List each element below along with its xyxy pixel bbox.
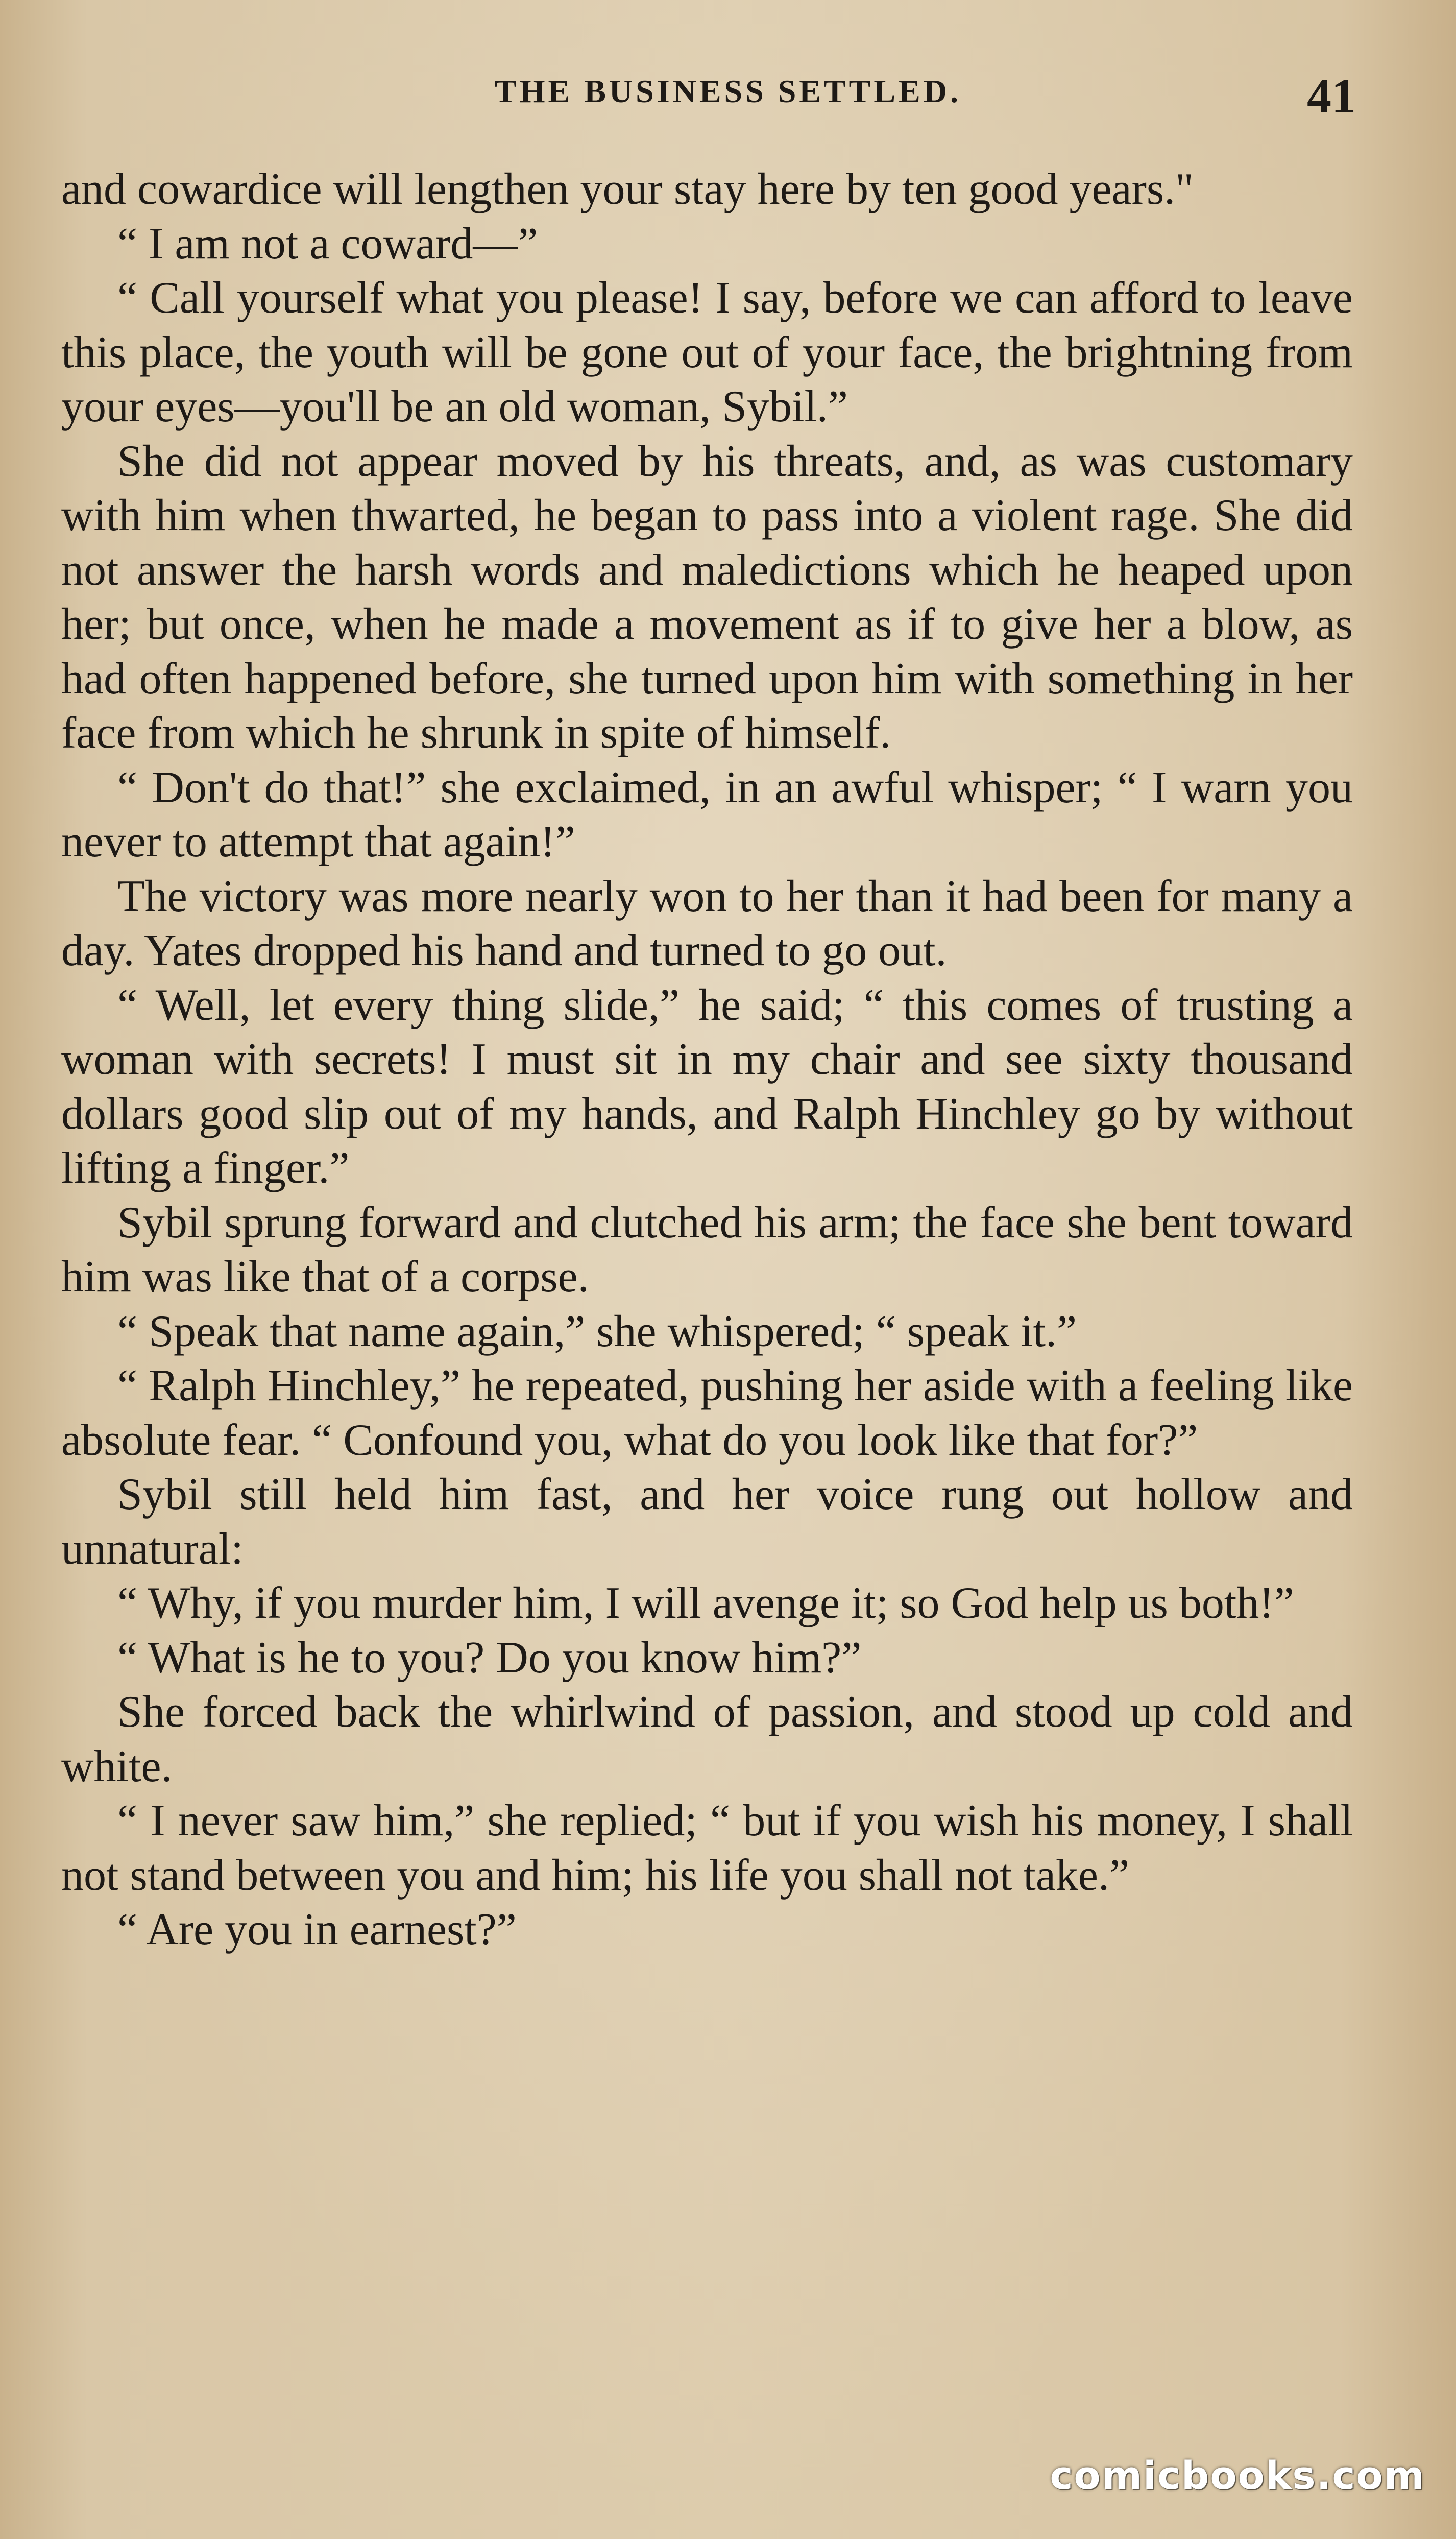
- running-title: THE BUSINESS SETTLED.: [495, 73, 961, 109]
- paragraph: and cowardice will lengthen your stay here by ten good years.": [61, 164, 1194, 214]
- paragraph: “ Well, let every thing slide,” he said; “ this comes of trusting a woman with secrets! I must sit in my chair and see sixty thousand dollars good slip out of my hands, and Ralph Hinchley go by without lifting a finger.”: [61, 980, 1353, 1193]
- paragraph: “ Speak that name again,” she whispered; “ speak it.”: [117, 1306, 1077, 1356]
- paragraph: Sybil sprung forward and clutched his arm; the face she bent toward him was like that of a corpse.: [61, 1197, 1353, 1302]
- watermark: comicbooks.com: [1050, 2453, 1425, 2498]
- paragraph: She did not appear moved by his threats, and, as was customary with him when thwarted, he began to pass into a violent rage. She did not answer the harsh words and maledictions which he heaped upon her; but once, when he made a movement as if to give her a blow, as had often happened before, she turned upon him with something in her face from which he shrunk in spite of himself.: [61, 436, 1353, 758]
- body-text: [61, 162, 1353, 1957]
- paragraph: “ Why, if you murder him, I will avenge it; so God help us both!”: [117, 1578, 1294, 1628]
- paragraph: She forced back the whirlwind of passion, and stood up cold and white.: [61, 1687, 1353, 1791]
- paragraph: “ I am not a coward—”: [117, 219, 538, 269]
- paragraph: Sybil still held him fast, and her voice rung out hollow and unnatural:: [61, 1470, 1353, 1574]
- paragraph: “ Call yourself what you please! I say, before we can afford to leave this place, the youth will be gone out of your face, the brightning from your eyes—you'll be an old woman, Sybil.”: [61, 273, 1353, 432]
- paragraph: The victory was more nearly won to her than it had been for many a day. Yates dropped his hand and turned to go out.: [61, 871, 1353, 975]
- paragraph: “ I never saw him,” she replied; “ but if you wish his money, I shall not stand between you and him; his life you shall not take.”: [61, 1796, 1353, 1900]
- page-number: 41: [1307, 68, 1356, 123]
- running-head: [0, 67, 1456, 124]
- paragraph: “ Are you in earnest?”: [117, 1905, 517, 1954]
- paragraph: “ Ralph Hinchley,” he repeated, pushing her aside with a feeling like absolute fear. “ Confound you, what do you look like that for?”: [61, 1361, 1353, 1465]
- paragraph: “ Don't do that!” she exclaimed, in an awful whisper; “ I warn you never to attempt that again!”: [61, 762, 1353, 867]
- paragraph: “ What is he to you? Do you know him?”: [117, 1633, 862, 1683]
